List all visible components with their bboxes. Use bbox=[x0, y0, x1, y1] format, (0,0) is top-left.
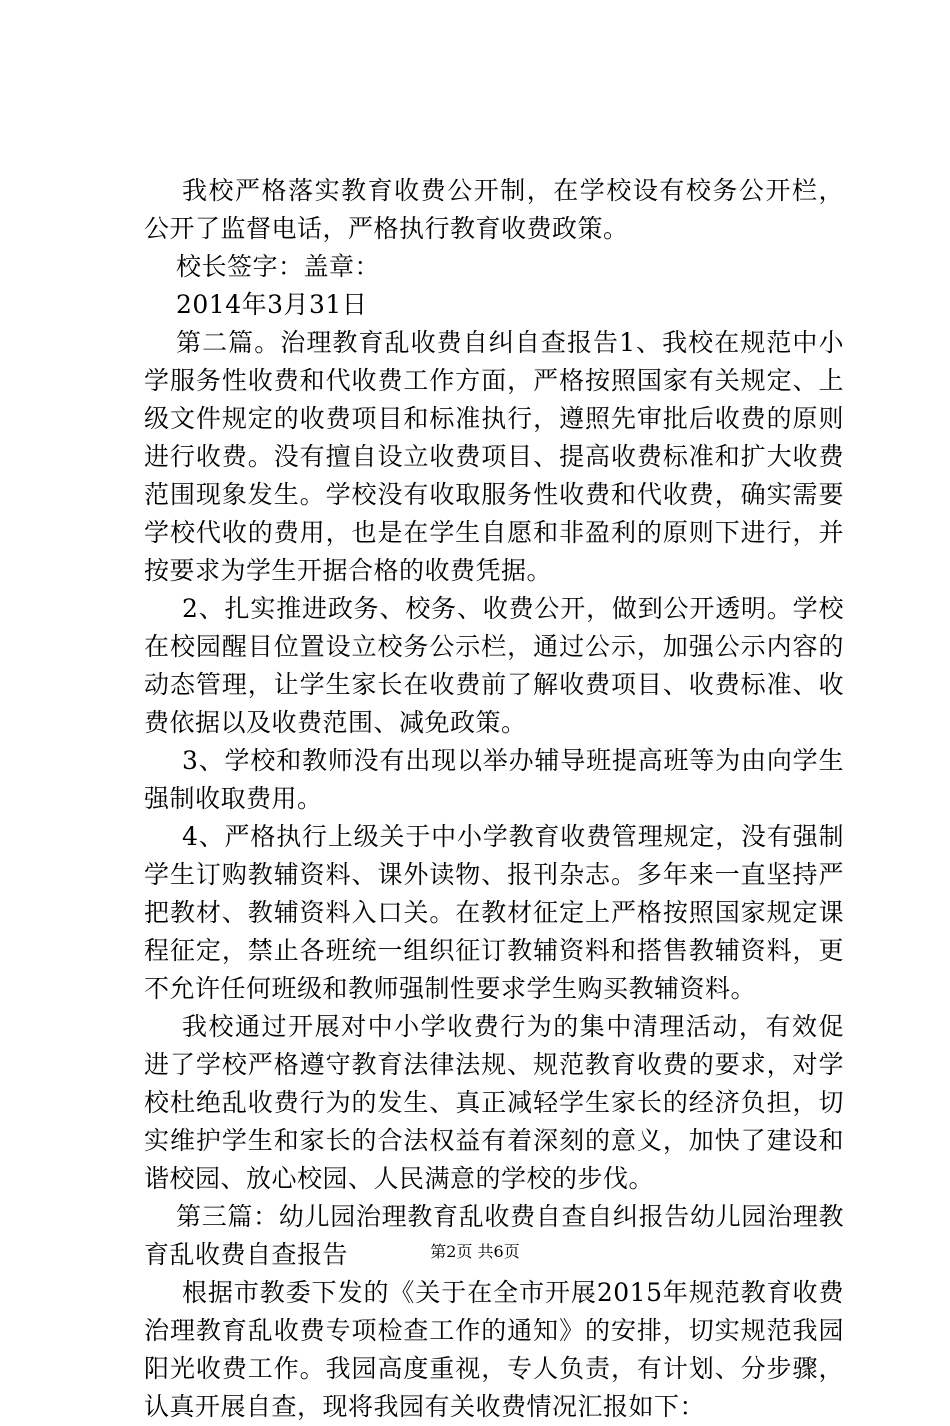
paragraph-fee-disclosure: 我校严格落实教育收费公开制，在学校设有校务公开栏，公开了监督电话，严格执行教育收费政策。 bbox=[144, 176, 844, 243]
paragraph-part-three-intro: 根据市教委下发的《关于在全市开展2015年规范教育收费治理教育乱收费专项检查工作的通知》的安排，切实规范我园阳光收费工作。我园高度重视，专人负责，有计划、分步骤，认真开展自查，现将我园有关收费情况汇报如下： bbox=[144, 1278, 844, 1421]
paragraph-part-two-intro: 第二篇。治理教育乱收费自纠自查报告1、我校在规范中小学服务性收费和代收费工作方面，严格按照国家有关规定、上级文件规定的收费项目和标准执行，遵照先审批后收费的原则进行收费。没有擅自设立收费项目、提高收费标准和扩大收费范围现象发生。学校没有收取服务性收费和代收费，确实需要学校代收的费用，也是在学生自愿和非盈利的原则下进行，并按要求为学生开据合格的收费凭据。 bbox=[144, 328, 844, 585]
paragraph-item-3: 3、学校和教师没有出现以举办辅导班提高班等为由向学生强制收取费用。 bbox=[144, 746, 844, 813]
paragraph-item-2: 2、扎实推进政务、校务、收费公开，做到公开透明。学校在校园醒目位置设立校务公示栏，通过公示，加强公示内容的动态管理，让学生家长在收费前了解收费项目、收费标准、收费依据以及收费范围、减免政策。 bbox=[144, 594, 844, 737]
document-body bbox=[144, 172, 844, 1426]
report-date: 2014年3月31日 bbox=[176, 290, 368, 319]
principal-signature-line: 校长签字：盖章： bbox=[176, 252, 381, 281]
paragraph-summary: 我校通过开展对中小学收费行为的集中清理活动，有效促进了学校严格遵守教育法律法规、规范教育收费的要求，对学校杜绝乱收费行为的发生、真正减轻学生家长的经济负担，切实维护学生和家长的合法权益有着深刻的意义，加快了建设和谐校园、放心校园、人民满意的学校的步伐。 bbox=[144, 1012, 844, 1193]
paragraph-part-three-title: 第三篇：幼儿园治理教育乱收费自查自纠报告幼儿园治理教育乱收费自查报告 bbox=[144, 1202, 844, 1269]
paragraph-item-4: 4、严格执行上级关于中小学教育收费管理规定，没有强制学生订购教辅资料、课外读物、报刊杂志。多年来一直坚持严把教材、教辅资料入口关。在教材征定上严格按照国家规定课程征定，禁止各班统一组织征订教辅资料和搭售教辅资料，更不允许任何班级和教师强制性要求学生购买教辅资料。 bbox=[144, 822, 844, 1003]
page-footer: 第2页 共6页 bbox=[430, 1242, 520, 1261]
